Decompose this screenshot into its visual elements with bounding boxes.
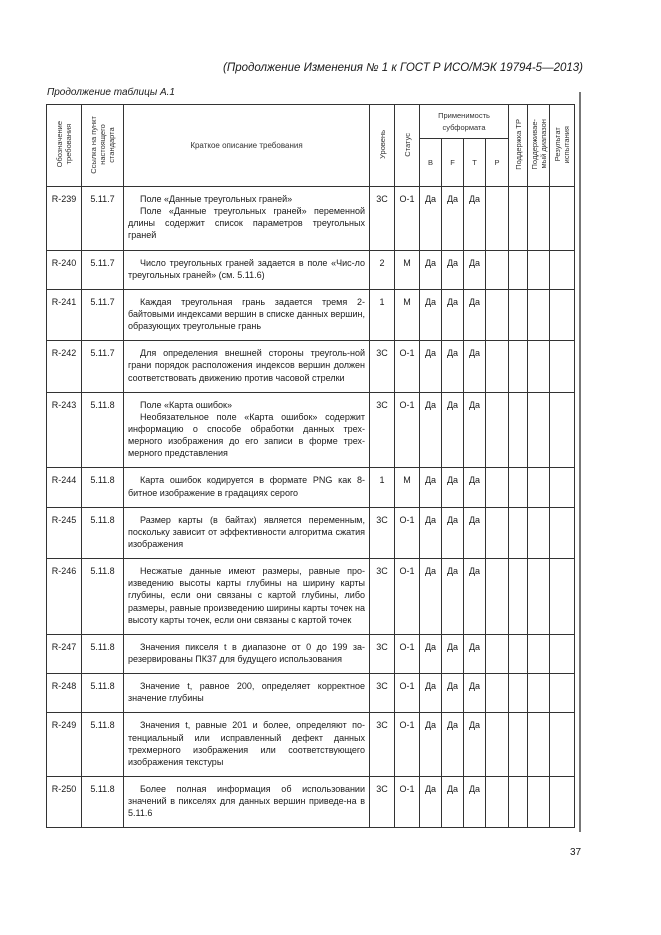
table-row — [47, 713, 575, 777]
row-p — [486, 392, 509, 468]
row-id: R-242 — [47, 341, 82, 392]
row-description — [124, 187, 370, 251]
row-description — [124, 559, 370, 635]
page-header: (Продолжение Изменения № 1 к ГОСТ Р ИСО/МЭК 19794-5—2013) — [223, 62, 583, 74]
header-support: Поддержка ТР — [509, 105, 528, 187]
row-b: Да — [420, 776, 442, 827]
row-description — [124, 507, 370, 558]
row-t: Да — [464, 187, 486, 251]
row-description — [124, 468, 370, 507]
row-support — [509, 250, 528, 289]
row-t: Да — [464, 507, 486, 558]
row-support — [509, 674, 528, 713]
row-id: R-249 — [47, 713, 82, 777]
row-ref: 5.11.8 — [82, 559, 124, 635]
row-result — [550, 776, 575, 827]
row-range — [528, 507, 550, 558]
row-description — [124, 289, 370, 340]
row-result — [550, 341, 575, 392]
row-id: R-241 — [47, 289, 82, 340]
row-id: R-247 — [47, 634, 82, 673]
row-range — [528, 776, 550, 827]
row-level: 3С — [370, 392, 395, 468]
requirements-table — [46, 104, 575, 828]
row-level: 3С — [370, 674, 395, 713]
row-p — [486, 776, 509, 827]
row-f: Да — [442, 187, 464, 251]
row-range — [528, 341, 550, 392]
row-status: О-1 — [395, 713, 420, 777]
table-row — [47, 392, 575, 468]
header-range: Поддерживае- мый диапазон — [528, 105, 550, 187]
row-f: Да — [442, 250, 464, 289]
row-ref: 5.11.7 — [82, 289, 124, 340]
row-range — [528, 674, 550, 713]
row-id: R-245 — [47, 507, 82, 558]
row-b: Да — [420, 187, 442, 251]
row-status: О-1 — [395, 392, 420, 468]
row-level: 3С — [370, 507, 395, 558]
row-status: М — [395, 250, 420, 289]
row-id: R-244 — [47, 468, 82, 507]
row-ref: 5.11.8 — [82, 392, 124, 468]
row-description — [124, 634, 370, 673]
table-row — [47, 776, 575, 827]
row-level: 2 — [370, 250, 395, 289]
row-range — [528, 634, 550, 673]
row-status: О-1 — [395, 776, 420, 827]
header-p: Р — [486, 139, 509, 187]
row-p — [486, 674, 509, 713]
row-t: Да — [464, 250, 486, 289]
page-number: 37 — [570, 847, 582, 858]
row-support — [509, 392, 528, 468]
description-paragraph: Значение t, равное 200, определяет корректное значение глубины — [128, 681, 365, 704]
row-support — [509, 507, 528, 558]
row-id: R-250 — [47, 776, 82, 827]
row-b: Да — [420, 559, 442, 635]
header-desc: Краткое описание требования — [124, 105, 370, 187]
row-result — [550, 468, 575, 507]
row-b: Да — [420, 468, 442, 507]
row-level: 3С — [370, 341, 395, 392]
row-b: Да — [420, 289, 442, 340]
table-body — [47, 187, 575, 828]
table-row — [47, 289, 575, 340]
row-id: R-246 — [47, 559, 82, 635]
header-f: F — [442, 139, 464, 187]
row-t: Да — [464, 674, 486, 713]
description-paragraph: Поле «Данные треугольных граней» — [140, 194, 293, 204]
row-support — [509, 634, 528, 673]
row-support — [509, 713, 528, 777]
row-t: Да — [464, 341, 486, 392]
row-p — [486, 634, 509, 673]
header-id: Обозначение требования — [47, 105, 82, 187]
row-support — [509, 187, 528, 251]
table-row — [47, 507, 575, 558]
row-f: Да — [442, 507, 464, 558]
row-t: Да — [464, 289, 486, 340]
row-support — [509, 341, 528, 392]
row-ref: 5.11.8 — [82, 468, 124, 507]
row-support — [509, 559, 528, 635]
row-range — [528, 250, 550, 289]
row-status: О-1 — [395, 674, 420, 713]
row-result — [550, 250, 575, 289]
row-level: 1 — [370, 289, 395, 340]
row-status: О-1 — [395, 559, 420, 635]
description-paragraph: Число треугольных граней задается в поле «Чис-ло треугольных граней» (см. 5.11.6) — [128, 257, 365, 280]
row-result — [550, 713, 575, 777]
row-description — [124, 713, 370, 777]
row-id: R-248 — [47, 674, 82, 713]
row-p — [486, 187, 509, 251]
row-level: 3С — [370, 559, 395, 635]
row-level: 3С — [370, 187, 395, 251]
table-caption: Продолжение таблицы А.1 — [47, 87, 175, 98]
row-ref: 5.11.8 — [82, 776, 124, 827]
description-paragraph: Размер карты (в байтах) является переменным, поскольку зависит от эффективности алгоритма сжатия изображения — [128, 514, 365, 549]
header-status: Статус — [395, 105, 420, 187]
row-result — [550, 674, 575, 713]
row-result — [550, 507, 575, 558]
row-description — [124, 341, 370, 392]
description-paragraph: Более полная информация об использовании значений в пикселях для данных вершин приведе-на в 5.11.6 — [128, 783, 365, 819]
row-status: О-1 — [395, 341, 420, 392]
row-support — [509, 289, 528, 340]
row-range — [528, 289, 550, 340]
row-status: М — [395, 468, 420, 507]
row-t: Да — [464, 559, 486, 635]
row-result — [550, 634, 575, 673]
row-ref: 5.11.7 — [82, 250, 124, 289]
description-paragraph: Значения t, равные 201 и более, определяют по-тенциальный или исправленный дефект данных трехмерного изображения или соответствующего изображения текстуры — [128, 720, 365, 767]
row-t: Да — [464, 634, 486, 673]
row-p — [486, 341, 509, 392]
row-status: О-1 — [395, 507, 420, 558]
description-paragraph: Карта ошибок кодируется в формате PNG как 8-битное изображение в градациях серого — [128, 475, 365, 498]
row-b: Да — [420, 674, 442, 713]
description-paragraph: Поле «Данные треугольных граней» переменной длины содержит список параметров треугольных граней — [128, 206, 365, 241]
row-f: Да — [442, 674, 464, 713]
row-f: Да — [442, 392, 464, 468]
row-p — [486, 250, 509, 289]
row-ref: 5.11.8 — [82, 507, 124, 558]
row-result — [550, 559, 575, 635]
row-status: О-1 — [395, 187, 420, 251]
row-range — [528, 713, 550, 777]
description-paragraph: Необязательное поле «Карта ошибок» содержит информацию о способе обработки данных трех-мерного изображения до его записи в форме трех-мерного представления — [128, 411, 365, 459]
row-support — [509, 776, 528, 827]
header-applicability: Применимость субформата — [420, 105, 509, 139]
row-ref: 5.11.8 — [82, 674, 124, 713]
row-p — [486, 559, 509, 635]
row-b: Да — [420, 634, 442, 673]
table-row — [47, 559, 575, 635]
header-ref: Ссылка на пункт настоящего стандарта — [82, 105, 124, 187]
row-range — [528, 392, 550, 468]
row-p — [486, 289, 509, 340]
row-level: 3С — [370, 776, 395, 827]
row-f: Да — [442, 341, 464, 392]
row-description — [124, 250, 370, 289]
row-ref: 5.11.7 — [82, 187, 124, 251]
row-status: О-1 — [395, 634, 420, 673]
row-range — [528, 468, 550, 507]
row-p — [486, 468, 509, 507]
row-range — [528, 187, 550, 251]
description-paragraph: Каждая треугольная грань задается тремя 2-байтовыми индексами вершин в списке данных вершин, образующих треугольные грань — [128, 296, 365, 332]
row-description — [124, 674, 370, 713]
table-row — [47, 634, 575, 673]
header-result: Результат испытания — [550, 105, 575, 187]
description-paragraph: Поле «Карта ошибок» — [140, 399, 232, 410]
row-description — [124, 392, 370, 468]
row-t: Да — [464, 392, 486, 468]
row-f: Да — [442, 559, 464, 635]
header-t: Т — [464, 139, 486, 187]
row-t: Да — [464, 776, 486, 827]
row-f: Да — [442, 713, 464, 777]
row-b: Да — [420, 392, 442, 468]
row-b: Да — [420, 507, 442, 558]
table-row — [47, 187, 575, 251]
description-paragraph: Значения пикселя t в диапазоне от 0 до 199 за-резервированы ПК37 для будущего использования — [128, 641, 365, 664]
row-p — [486, 713, 509, 777]
row-status: М — [395, 289, 420, 340]
row-result — [550, 392, 575, 468]
row-id: R-240 — [47, 250, 82, 289]
change-bar — [579, 92, 581, 832]
table-row — [47, 468, 575, 507]
row-level: 3С — [370, 634, 395, 673]
row-t: Да — [464, 713, 486, 777]
description-paragraph: Для определения внешней стороны треуголь-ной грани порядок расположения индексов вершин должен соответствовать движению против часовой стрелки — [128, 348, 365, 383]
table-row — [47, 674, 575, 713]
row-support — [509, 468, 528, 507]
row-t: Да — [464, 468, 486, 507]
header-level: Уровень — [370, 105, 395, 187]
description-paragraph: Несжатые данные имеют размеры, равные про-изведению высоты карты глубины на ширину карты глубины, если они связаны с картой глубины, либо размеры, равные произведению ширины карты точек на высоту карты точек, если они связаны с картой точек — [128, 566, 365, 625]
row-ref: 5.11.8 — [82, 634, 124, 673]
row-level: 3С — [370, 713, 395, 777]
row-level: 1 — [370, 468, 395, 507]
row-b: Да — [420, 713, 442, 777]
row-f: Да — [442, 468, 464, 507]
row-f: Да — [442, 634, 464, 673]
row-p — [486, 507, 509, 558]
row-result — [550, 187, 575, 251]
row-ref: 5.11.8 — [82, 713, 124, 777]
row-b: Да — [420, 341, 442, 392]
row-f: Да — [442, 776, 464, 827]
row-b: Да — [420, 250, 442, 289]
row-id: R-239 — [47, 187, 82, 251]
row-id: R-243 — [47, 392, 82, 468]
row-result — [550, 289, 575, 340]
row-f: Да — [442, 289, 464, 340]
row-ref: 5.11.7 — [82, 341, 124, 392]
row-description — [124, 776, 370, 827]
header-b: В — [420, 139, 442, 187]
table-row — [47, 341, 575, 392]
table-row — [47, 250, 575, 289]
row-range — [528, 559, 550, 635]
